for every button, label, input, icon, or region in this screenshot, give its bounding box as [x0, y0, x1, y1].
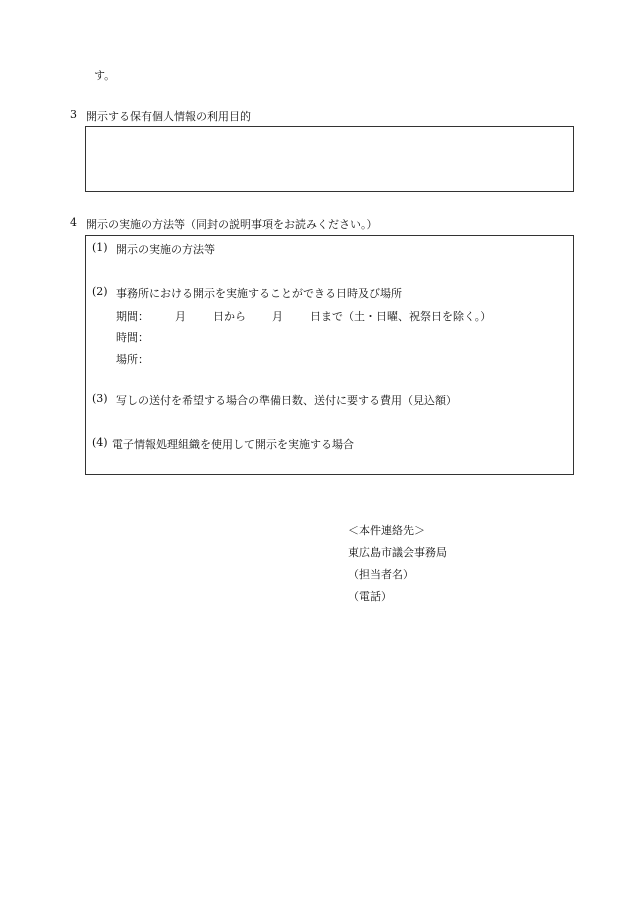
item-2-text: 事務所における開示を実施することができる日時及び場所: [116, 287, 402, 300]
time-label: 時間：: [116, 331, 149, 344]
period-day-from: 日から: [213, 310, 246, 323]
item-1-label: (1): [92, 241, 108, 254]
item-4-text: 電子情報処理組織を使用して開示を実施する場合: [112, 438, 354, 451]
contact-heading: ＜本件連絡先＞: [348, 524, 425, 537]
period-month-2: 月: [272, 310, 283, 323]
item-4-label: (4): [92, 436, 108, 449]
contact-phone: （電話）: [348, 590, 392, 603]
period-month-1: 月: [175, 310, 186, 323]
section-4-number: 4: [70, 216, 77, 229]
section-4-box: [85, 235, 574, 475]
section-4-title: 開示の実施の方法等（同封の説明事項をお読みください。）: [86, 218, 378, 231]
item-3-label: (3): [92, 392, 108, 405]
item-2-label: (2): [92, 285, 108, 298]
item-3-text: 写しの送付を希望する場合の準備日数、送付に要する費用（見込額）: [116, 394, 457, 407]
continuation-text: す。: [94, 69, 116, 82]
section-3-title: 開示する保有個人情報の利用目的: [86, 110, 251, 123]
period-day-to: 日まで（土・日曜、祝祭日を除く。）: [310, 310, 492, 323]
contact-person: （担当者名）: [348, 568, 414, 581]
item-1-text: 開示の実施の方法等: [116, 243, 215, 256]
contact-office: 東広島市議会事務局: [348, 546, 447, 559]
section-3-input-box[interactable]: [85, 126, 574, 192]
section-3-number: 3: [70, 108, 77, 121]
place-label: 場所：: [116, 353, 149, 366]
period-label: 期間：: [116, 310, 149, 323]
